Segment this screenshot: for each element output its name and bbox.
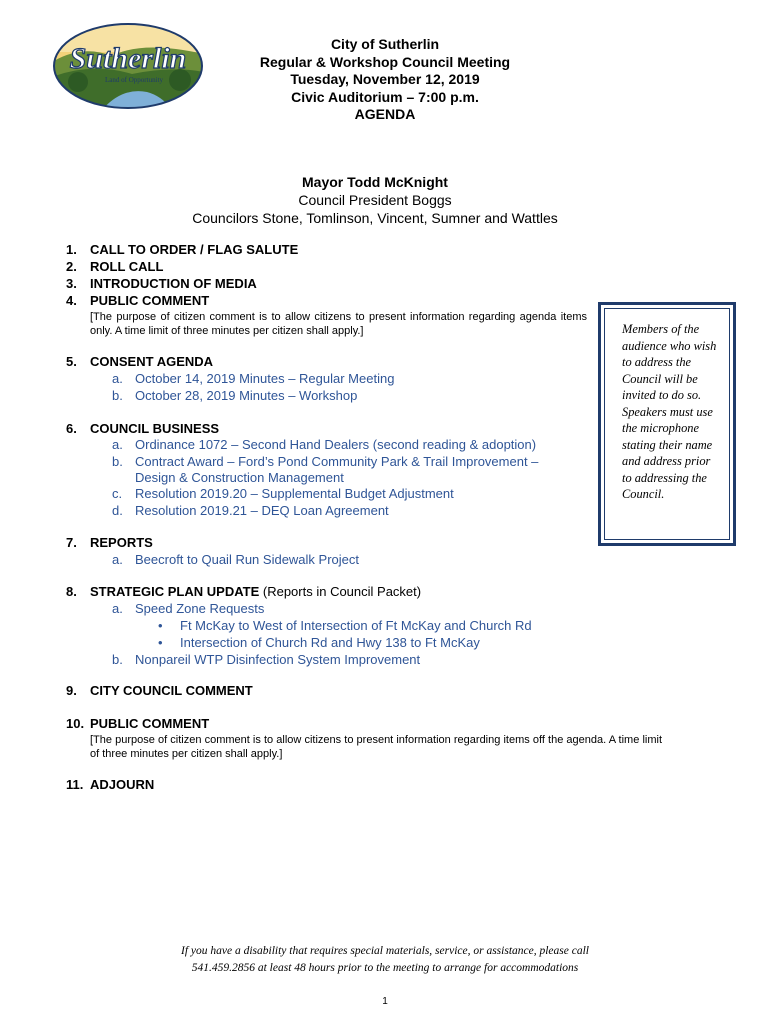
- agenda-item-2: 2. ROLL CALL: [66, 259, 164, 274]
- business-item-a: a. Ordinance 1072 – Second Hand Dealers (second reading & adoption): [112, 437, 537, 452]
- consent-item-a: a. October 14, 2019 Minutes – Regular Meeting: [112, 371, 395, 386]
- agenda-item-title: CALL TO ORDER / FLAG SALUTE: [90, 242, 299, 257]
- mayor-name: Mayor Todd McKnight: [302, 174, 448, 190]
- agenda-item-11: 11. ADJOURN: [66, 777, 155, 792]
- consent-item-b: b. October 28, 2019 Minutes – Workshop: [112, 388, 358, 403]
- meeting-type: Regular & Workshop Council Meeting: [259, 53, 511, 70]
- agenda-item-title: INTRODUCTION OF MEDIA: [90, 276, 257, 291]
- council-president: Council President Boggs: [298, 192, 452, 208]
- bullet-icon: •: [158, 618, 163, 633]
- meeting-location-time: Civic Auditorium – 7:00 p.m.: [291, 88, 479, 105]
- business-item-b: b. Contract Award – Ford’s Pond Community Park & Trail Improvement –: [112, 454, 539, 469]
- agenda-item-4: 4. PUBLIC COMMENT: [66, 293, 210, 308]
- agenda-item-title: STRATEGIC PLAN UPDATE: [90, 584, 260, 599]
- bullet-icon: •: [158, 635, 163, 650]
- agenda-item-3: 3. INTRODUCTION OF MEDIA: [66, 276, 257, 291]
- strategic-item-b: b. Nonpareil WTP Disinfection System Improvement: [112, 652, 421, 667]
- agenda-item-8: 8. STRATEGIC PLAN UPDATE (Reports in Council Packet): [66, 584, 422, 599]
- strategic-bullet-2: • Intersection of Church Rd and Hwy 138 to Ft McKay: [158, 635, 480, 650]
- meeting-date: Tuesday, November 12, 2019: [290, 71, 480, 87]
- agenda-heading: AGENDA: [354, 106, 416, 122]
- agenda-item-title: PUBLIC COMMENT: [90, 716, 210, 731]
- audience-notice-text: Members of the audience who wish to address the Council will be invited to do so. Speakers must use the microphone stating their name and address prior to addressing the Council.: [604, 308, 730, 540]
- agenda-item-title: ROLL CALL: [90, 259, 164, 274]
- agenda-item-title: CONSENT AGENDA: [90, 354, 214, 369]
- business-item-c: c. Resolution 2019.20 – Supplemental Budget Adjustment: [112, 486, 454, 501]
- agenda-item-9: 9. CITY COUNCIL COMMENT: [66, 683, 253, 698]
- agenda-item-title: COUNCIL BUSINESS: [90, 421, 220, 436]
- agenda-item-title: ADJOURN: [90, 777, 155, 792]
- agenda-item-title: PUBLIC COMMENT: [90, 293, 210, 308]
- logo-tagline: Land of Opportunity: [105, 76, 163, 84]
- sutherlin-logo: [52, 22, 204, 110]
- agenda-item-5: 5. CONSENT AGENDA: [66, 354, 214, 369]
- page-number: 1: [382, 996, 388, 1007]
- city-name: City of Sutherlin: [330, 36, 440, 52]
- agenda-item-7: 7. REPORTS: [66, 535, 153, 550]
- reports-item-a: a. Beecroft to Quail Run Sidewalk Project: [112, 552, 359, 567]
- business-item-b-continued: Design & Construction Management: [135, 470, 344, 485]
- audience-notice-box: [598, 302, 736, 546]
- accessibility-notice: If you have a disability that requires special materials, service, or assistance, please call 541.459.2856 at least 48 hours prior to the meeting to arrange for accommodations: [181, 945, 589, 974]
- meeting-header: [200, 36, 570, 124]
- public-comment-note: [The purpose of citizen comment is to allow citizens to present information regarding agenda items only. A time limit of three minutes per citizen shall apply.]: [90, 311, 587, 337]
- business-item-d: d. Resolution 2019.21 – DEQ Loan Agreement: [112, 503, 389, 518]
- councilors-list: Councilors Stone, Tomlinson, Vincent, Sumner and Wattles: [192, 210, 558, 226]
- public-comment-note-2: [The purpose of citizen comment is to allow citizens to present information regarding items off the agenda. A time limit of three minutes per citizen shall apply.]: [90, 734, 662, 760]
- logo-wordmark: Sutherlin: [69, 42, 187, 75]
- strategic-item-a: a. Speed Zone Requests: [112, 601, 265, 616]
- agenda-item-subtitle: (Reports in Council Packet): [262, 584, 422, 599]
- agenda-item-1: 1. CALL TO ORDER / FLAG SALUTE: [66, 242, 299, 257]
- agenda-item-title: CITY COUNCIL COMMENT: [90, 683, 253, 698]
- agenda-item-6: 6. COUNCIL BUSINESS: [66, 421, 220, 436]
- agenda-item-title: REPORTS: [90, 535, 153, 550]
- council-officials: [110, 173, 640, 227]
- strategic-bullet-1: • Ft McKay to West of Intersection of Ft McKay and Church Rd: [158, 618, 532, 633]
- agenda-item-10: 10. PUBLIC COMMENT: [66, 716, 210, 731]
